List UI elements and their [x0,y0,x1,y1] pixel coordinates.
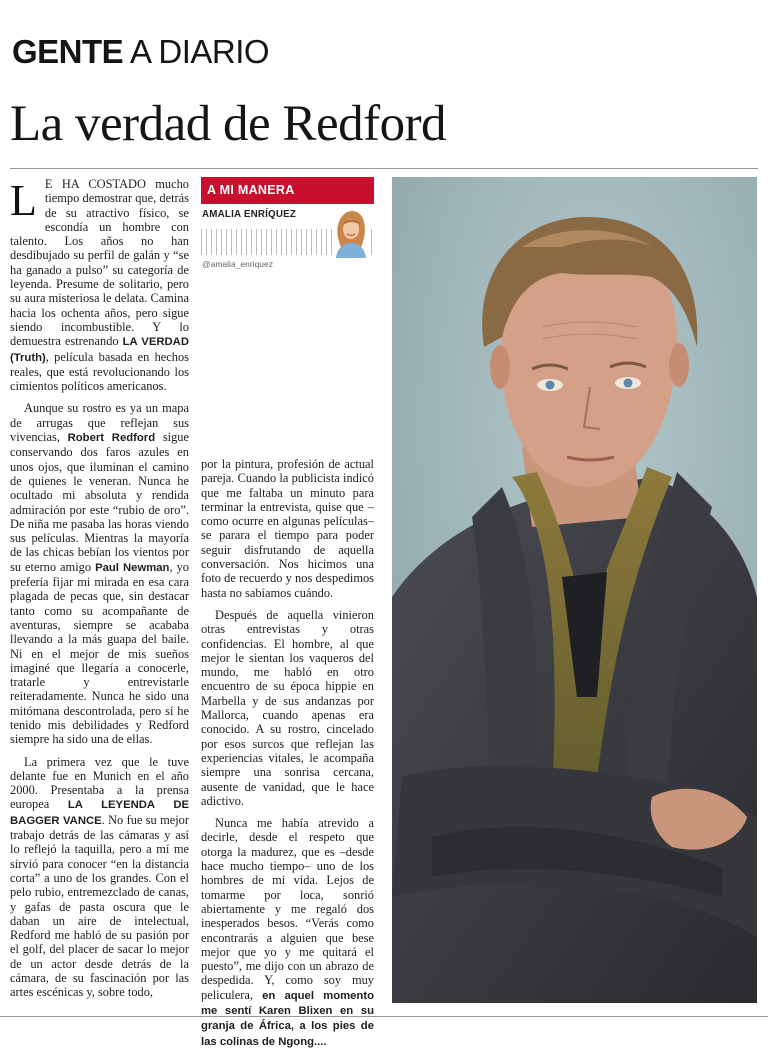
article-column-1 [10,177,189,1000]
redford-photo [392,177,757,1003]
paragraph-4: por la pintura, profesión de actual pareja. Cuando la publicista indicó que me faltaba un minuto para terminar la entrevista, quise que –como ocurre en algunas películas– se parara el tiempo para poder seguir disfrutando de aquella conversación. Nos hicimos una foto de recuerdo y nos despedimos hasta no sabíamos cuándo. [201,457,374,600]
article-column-2 [201,457,374,1049]
author-handle: @amalia_enriquez [202,259,274,269]
bottom-rule [0,1016,768,1017]
name-paul-newman: Paul Newman [95,561,170,574]
paragraph-5: Después de aquella vinieron otras entrevistas y otras confidencias. El hombre, al que mejor le sientan los vaqueros del mundo, me habló en otro encuentro de su época hippie en Marbella y de sus andanzas por Mallorca, cuando apenas era conocido. A su rostro, cincelado por esos surcos que reflejan las experiencias vitales, le acompaña siempre una sonrisa cercana, ausente de vanidad, que le hace adictivo. [201,607,374,808]
film-title-truth: LA VERDAD (Truth) [10,336,189,364]
author-name: AMALIA ENRÍQUEZ [202,209,297,220]
paragraph-1: L E HA COSTADO mucho tiempo demostrar que, detrás de su atractivo físico, se escondía un hombre con talento. Los años no han desdibujado su perfil de galán y “se ha ganado a pulso” su categoría de leyenda. Presume de solitario, pero su aura misteriosa le delata. Camina hacia los ochenta años, pero sigue siendo incombustible. Y lo demuestra estrenando LA VERDAD (Truth), película basada en hechos reales, que está revolucionando los cimientos políticos americanos. [10,176,189,394]
section-heading-light: A DIARIO [130,33,270,70]
byline-box [201,177,374,269]
headline: La verdad de Redford [10,96,447,152]
paragraph-6: Nunca me había atrevido a decirle, desde el respeto que otorga la madurez, que es –desde hace mucho tiempo– uno de los hombres de mi vida. Lejos de tomarme por loca, sonrió abiertamente y me regaló dos inesperados besos. “Verás como encontrarás a alguien que bese mejor que yo y me quitará el puesto”, me dijo con un abrazo de despedida. Y, como soy muy peliculera, en aquel momento me sentí Karen Blixen en su granja de África, a los pies de las colinas de Ngong.... [201,816,374,1048]
film-title-bagger-vance: LA LEYENDA DE BAGGER VANCE [10,799,190,827]
column-name-bar: A MI MANERA [201,177,374,204]
section-heading-bold: GENTE [12,33,124,70]
name-robert-redford: Robert Redford [67,432,156,445]
top-rule [10,168,758,169]
closing-bold-text: en aquel momento me sentí Karen Blixen en su granja de África, a los pies de las colinas de Ngong.... [201,989,374,1048]
author-avatar [333,208,369,258]
author-portrait-icon [333,208,369,258]
paragraph-2: Aunque su rostro es ya un mapa de arrugas que reflejan sus vivencias, Robert Redford sigue conservando dos faros azules en unos ojos, que iluminan el camino de quienes le veneran. Nunca he ocultado mi absoluta y rendida admiración por este “rubio de oro”. De niña me pasaba las horas viendo sus películas. Mientras la mayoría de las chicas bebían los vientos por su eterno amigo Paul Newman, yo prefería fijar mi mirada en esa cara plagada de pecas que, sin destacar tanto como su acompañante de aventuras, siempre se acababa llevando a la más guapa del baile. Ni en el mejor de mis sueños imaginé que llegaría a conocerle, tratarle y entrevistarle reiteradamente. Nunca he sido una mitómana descontrolada, pero sí he tenido mis debilidades y Redford siempre ha sido una de ellas. [10,401,189,747]
robert-redford-portrait-image [392,177,757,1003]
paragraph-3: La primera vez que le tuve delante fue en Munich en el año 2000. Presentaba a la prensa europea LA LEYENDA DE BAGGER VANCE. No fue su mejor trabajo detrás de las cámaras y así lo reflejó la taquilla, pero a mí me sirvió para conocer “en la distancia corta” a uno de los grandes. Con el pelo rubio, entremezclado de canas, y gafas de pasta oscura que le daban un aire de intelectual, Redford me habló de su pasión por el golf, del placer de sacar lo mejor de un actor desde detrás de la cámara, de su fascinación por las artes escénicas y, sobre todo, [10,754,190,1000]
section-heading [12,34,269,70]
dropcap: L [10,176,37,225]
